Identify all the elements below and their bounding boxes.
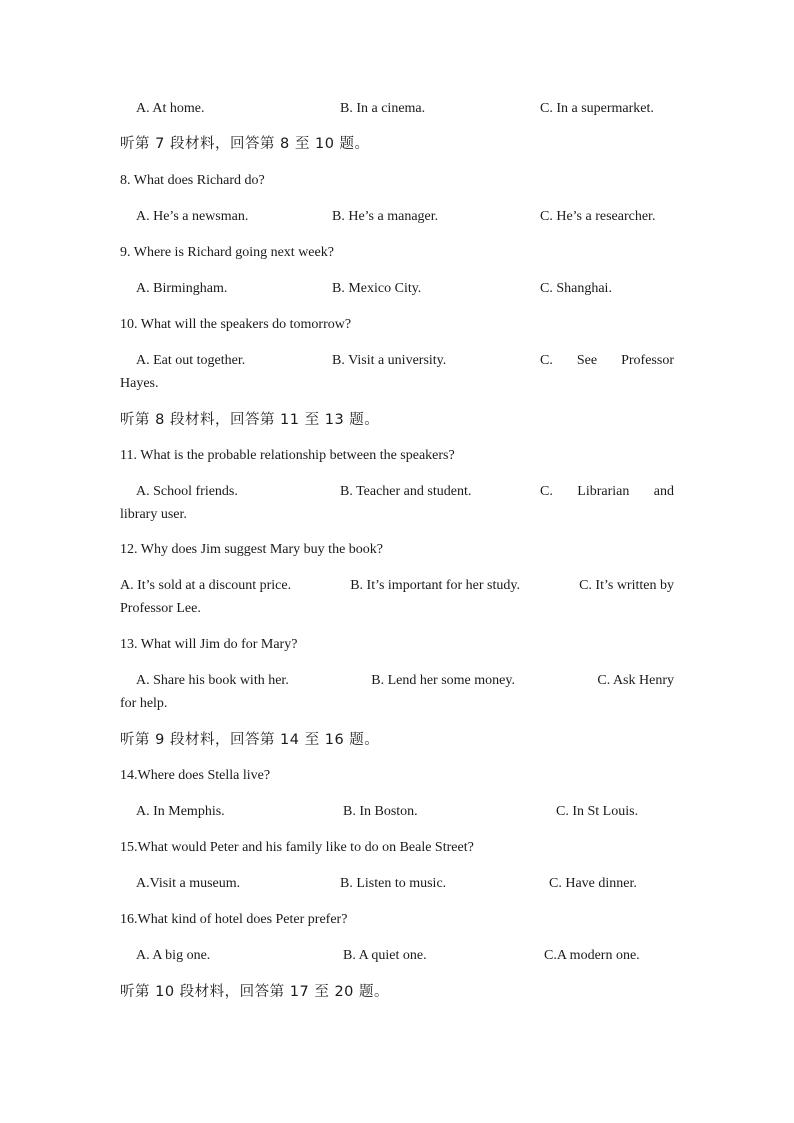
- question-8: 8. What does Richard do?: [120, 173, 265, 188]
- q13-option-a: A. Share his book with her.: [136, 673, 289, 688]
- q11-option-a: A. School friends.: [136, 484, 238, 499]
- q7-option-c: C. In a supermarket.: [540, 101, 654, 116]
- q11-option-c-word1: Librarian: [577, 484, 630, 499]
- q14-option-a: A. In Memphis.: [136, 804, 225, 819]
- question-16: 16.What kind of hotel does Peter prefer?: [120, 912, 348, 927]
- q7-option-a: A. At home.: [136, 101, 205, 116]
- question-9: 9. Where is Richard going next week?: [120, 245, 334, 260]
- q15-option-a: A.Visit a museum.: [136, 876, 241, 891]
- q8-option-c: C. He’s a researcher.: [540, 209, 656, 224]
- q14-option-c: C. In St Louis.: [556, 804, 639, 819]
- q12-option-a: A. It’s sold at a discount price.: [120, 578, 292, 593]
- q8-option-a: A. He’s a newsman.: [136, 209, 249, 224]
- section-heading-7: 听第 7 段材料，回答第 8 至 10 题。: [120, 136, 370, 152]
- q13-options-row: [136, 671, 674, 691]
- q10-option-b: B. Visit a university.: [332, 353, 447, 368]
- question-14: 14.Where does Stella live?: [120, 768, 271, 783]
- q9-option-a: A. Birmingham.: [136, 281, 228, 296]
- q14-option-b: B. In Boston.: [343, 804, 418, 819]
- q11-option-b: B. Teacher and student.: [340, 484, 472, 499]
- q15-option-c: C. Have dinner.: [549, 876, 637, 891]
- q13-option-b: B. Lend her some money.: [371, 673, 515, 688]
- q15-option-b: B. Listen to music.: [340, 876, 447, 891]
- q9-option-c: C. Shanghai.: [540, 281, 612, 296]
- q12-options-row: [120, 576, 674, 596]
- q10-option-c: [540, 351, 674, 371]
- q10-option-c-continuation: Hayes.: [120, 376, 159, 391]
- question-12: 12. Why does Jim suggest Mary buy the book?: [120, 542, 383, 557]
- q13-option-c-continuation: for help.: [120, 696, 168, 711]
- q11-option-c-continuation: library user.: [120, 507, 187, 522]
- section-heading-8: 听第 8 段材料，回答第 11 至 13 题。: [120, 412, 380, 428]
- question-15: 15.What would Peter and his family like to do on Beale Street?: [120, 840, 474, 855]
- question-10: 10. What will the speakers do tomorrow?: [120, 317, 352, 332]
- q9-option-b: B. Mexico City.: [332, 281, 422, 296]
- q7-option-b: B. In a cinema.: [340, 101, 426, 116]
- q11-option-c-letter: C.: [540, 484, 553, 499]
- section-heading-9: 听第 9 段材料，回答第 14 至 16 题。: [120, 732, 380, 748]
- q10-option-c-letter: C.: [540, 353, 553, 368]
- q16-option-b: B. A quiet one.: [343, 948, 427, 963]
- question-13: 13. What will Jim do for Mary?: [120, 637, 298, 652]
- q11-option-c: [540, 482, 674, 502]
- q13-option-c: C. Ask Henry: [597, 673, 674, 688]
- q10-option-c-word2: Professor: [621, 353, 674, 368]
- q10-option-c-word1: See: [576, 353, 598, 368]
- question-11: 11. What is the probable relationship between the speakers?: [120, 448, 455, 463]
- section-heading-10: 听第 10 段材料，回答第 17 至 20 题。: [120, 984, 390, 1000]
- q10-option-a: A. Eat out together.: [136, 353, 246, 368]
- q11-option-c-word2: and: [653, 484, 674, 499]
- q12-option-b: B. It’s important for her study.: [350, 578, 520, 593]
- q12-option-c-continuation: Professor Lee.: [120, 601, 201, 616]
- q8-option-b: B. He’s a manager.: [332, 209, 439, 224]
- q12-option-c: C. It’s written by: [579, 578, 674, 593]
- q16-option-c: C.A modern one.: [544, 948, 640, 963]
- q16-option-a: A. A big one.: [136, 948, 211, 963]
